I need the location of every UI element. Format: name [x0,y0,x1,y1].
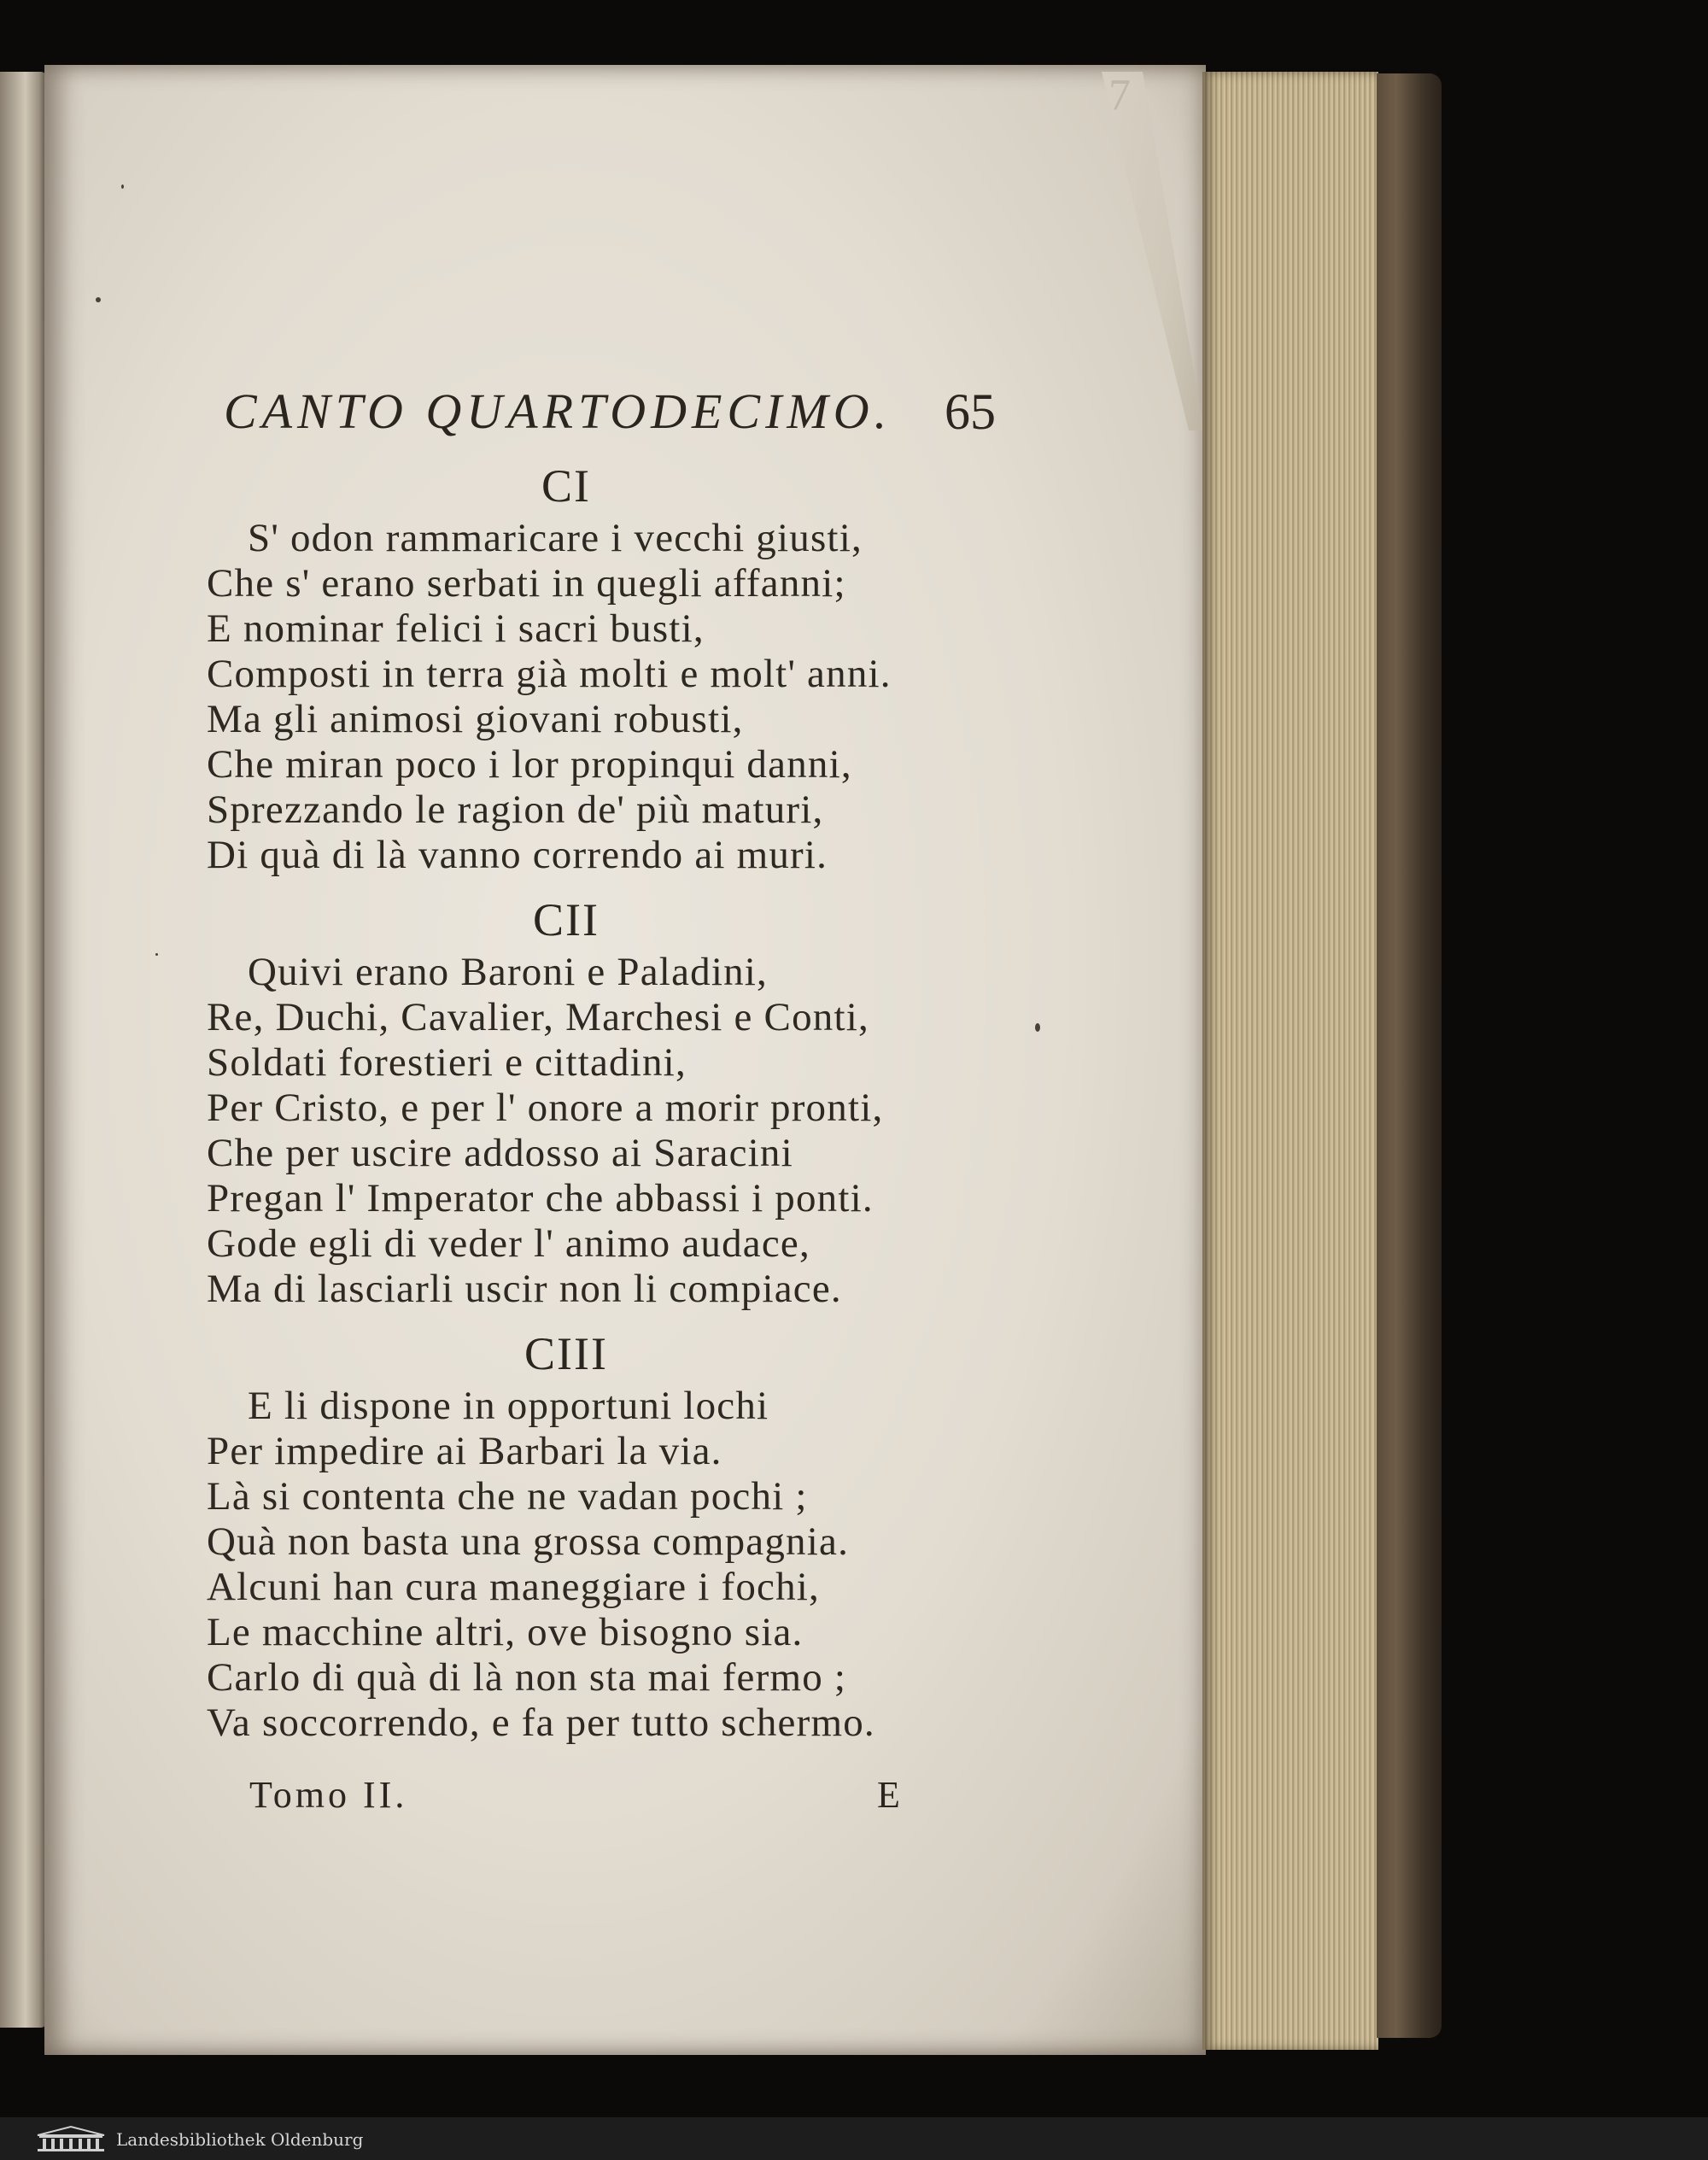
verse-line: Di quà di là vanno correndo ai muri. [207,833,828,877]
verse-line: Quà non basta una grossa compagnia. [207,1519,850,1564]
verse-line: Soldati forestieri e cittadini, [207,1040,687,1085]
verse-line: Per Cristo, e per l' onore a morir pronti, [207,1086,884,1130]
verse-line: E li dispone in opportuni lochi [248,1384,769,1428]
stanza-number: CII [533,894,600,945]
verse-line: Gode egli di veder l' animo audace, [207,1221,810,1266]
verse-line: Pregan l' Imperator che abbassi i ponti. [207,1176,874,1220]
page-number: 65 [945,383,996,440]
verse-line: Sprezzando le ragion de' più maturi, [207,787,824,832]
book-page [44,65,1206,2055]
volume-signature: Tomo II. [249,1774,408,1816]
verse-line: Ma di lasciarli uscir non li compiace. [207,1267,842,1311]
verse-line: Quivi erano Baroni e Paladini, [248,950,768,994]
verse-line: Alcuni han cura maneggiare i fochi, [207,1565,820,1609]
page-block-edges [1202,72,1378,2050]
verse-line: Va soccorrendo, e fa per tutto schermo. [207,1700,875,1745]
verse-line: Re, Duchi, Cavalier, Marchesi e Conti, [207,995,869,1039]
stanza-number: CI [541,460,591,512]
verse-line: Che s' erano serbati in quegli affanni; [207,561,846,606]
verse-line: Le macchine altri, ove bisogno sia. [207,1610,804,1654]
stanza-number: CIII [524,1328,608,1379]
verse-line: Carlo di quà di là non sta mai fermo ; [207,1655,847,1700]
library-label: Landesbibliothek Oldenburg [116,2129,364,2150]
verse-line: E nominar felici i sacri busti, [207,606,705,651]
verse-line: S' odon rammaricare i vecchi giusti, [248,516,863,560]
running-head: CANTO QUARTODECIMO. [224,383,892,439]
facing-page-edge [0,72,46,2028]
verse-line: Ma gli animosi giovani robusti, [207,697,744,741]
book-cover-spine [1377,73,1442,2038]
verse-line: Per impedire ai Barbari la via. [207,1429,722,1473]
library-building-icon [34,2125,108,2152]
verse-line: Che miran poco i lor propinqui danni, [207,742,852,787]
verse-line: Che per uscire addosso ai Saracini [207,1131,793,1175]
verse-line: Là si contenta che ne vadan pochi ; [207,1474,808,1519]
page-text [44,65,1206,2055]
verse-line: Composti in terra già molti e molt' anni. [207,652,892,696]
footer-bar [0,2117,1708,2160]
gathering-signature: E [877,1774,900,1816]
